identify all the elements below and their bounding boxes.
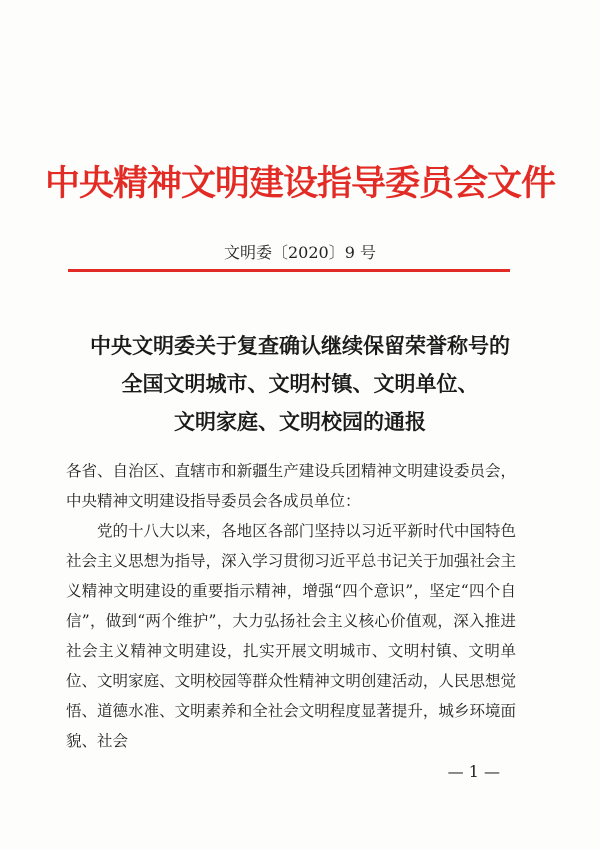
document-masthead: 中央精神文明建设指导委员会文件 bbox=[44, 164, 555, 204]
addressee-paragraph: 各省、自治区、直辖市和新疆生产建设兵团精神文明建设委员会，中央精神文明建设指导委员会各成员单位： bbox=[66, 462, 516, 510]
red-divider-line bbox=[68, 269, 510, 272]
document-title bbox=[0, 327, 600, 441]
document-number: 文明委〔2020〕9 号 bbox=[224, 243, 376, 262]
body-paragraph-1: 党的十八大以来，各地区各部门坚持以习近平新时代中国特色社会主义思想为指导，深入学习贯彻习近平总书记关于加强社会主义精神文明建设的重要指示精神，增强“四个意识”，坚定“四个自信”，做到“两个维护”，大力弘扬社会主义核心价值观，深入推进社会主义精神文明建设，扎实开展文明城市、文明村镇、文明单位、文明家庭、文明校园等群众性精神文明创建活动，人民思想觉悟、道德水准、文明素养和全社会文明程度显著提升，城乡环境面貌、社会 bbox=[66, 522, 516, 750]
document-body bbox=[66, 456, 516, 756]
page-number: — 1 — bbox=[447, 762, 500, 781]
title-line-2: 全国文明城市、文明村镇、文明单位、 bbox=[121, 371, 479, 396]
title-line-3: 文明家庭、文明校园的通报 bbox=[174, 409, 426, 434]
title-line-1: 中央文明委关于复查确认继续保留荣誉称号的 bbox=[90, 333, 510, 358]
